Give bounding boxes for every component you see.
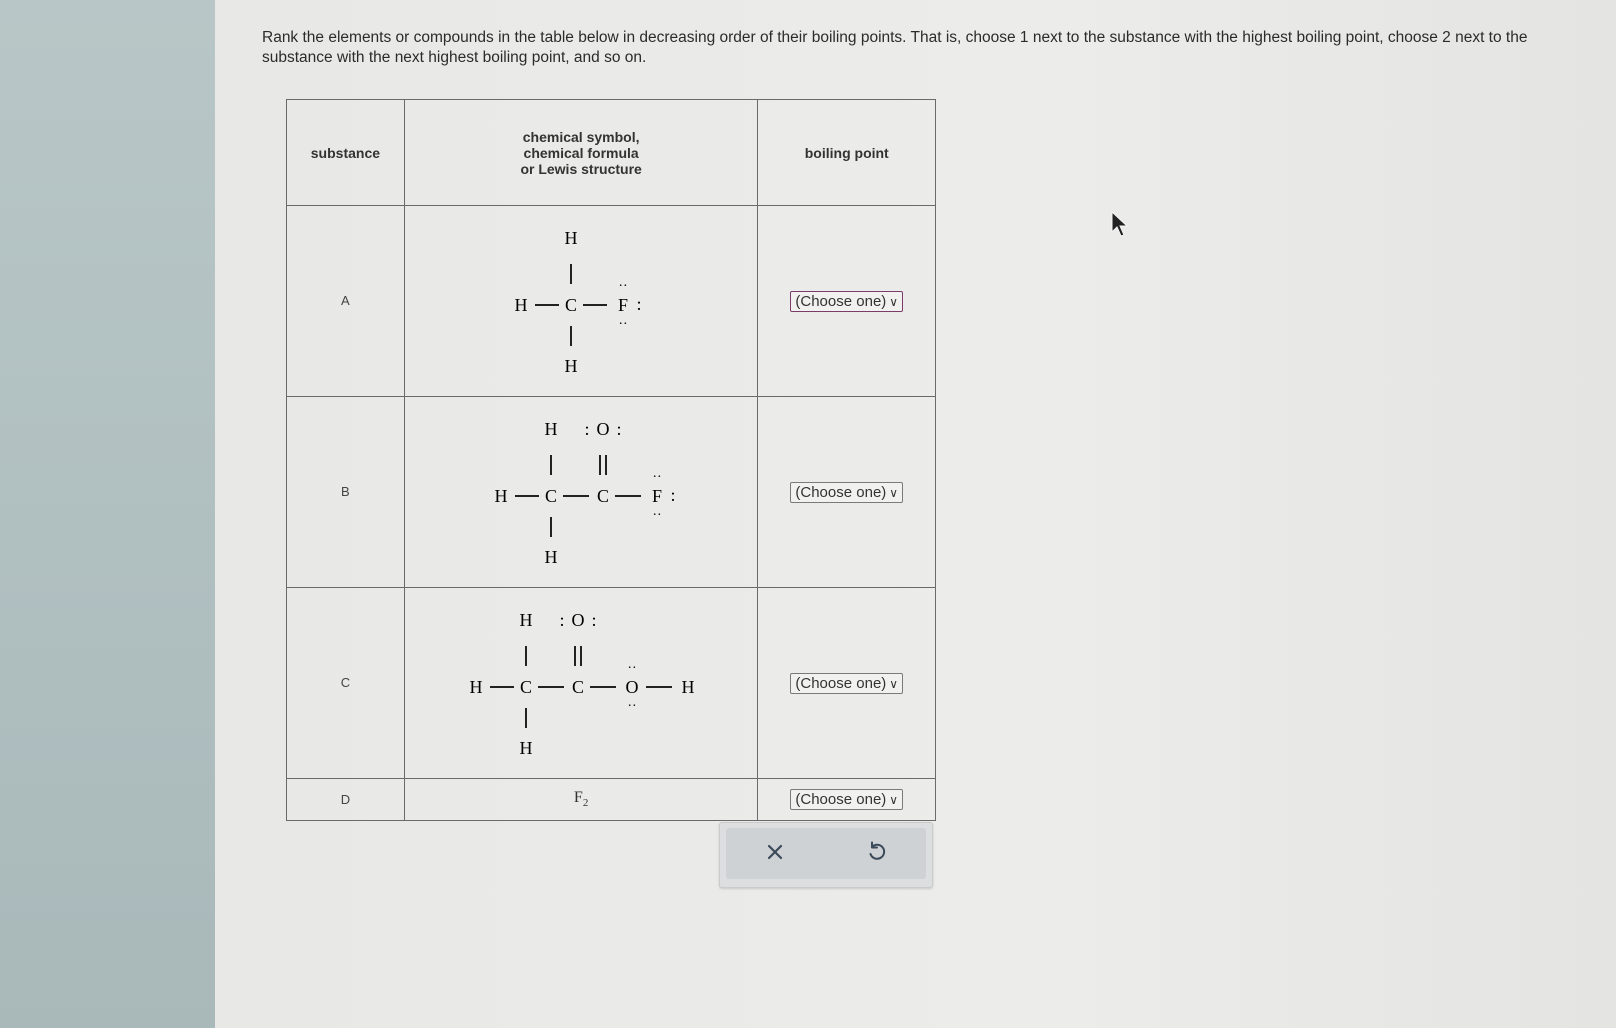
boiling-point-cell-c <box>758 588 936 779</box>
formula-d <box>404 779 758 821</box>
atom-h-bottom: H <box>544 546 558 567</box>
header-substance: substance <box>287 100 405 206</box>
rank-select-d[interactable] <box>790 789 903 810</box>
x-icon <box>766 843 784 861</box>
lone-pair-f-top: ·· <box>618 278 628 294</box>
lone-pair-f-right: : <box>636 293 642 314</box>
answer-action-bar <box>719 822 933 888</box>
atom-o-hydroxyl: O <box>625 676 639 697</box>
question-instructions: Rank the elements or compounds in the table below in decreasing order of their boiling points. That is, choose 1 next to the substance with the highest boiling point, choose 2 next to the substance with the next highest boiling point, and so on. <box>262 29 1528 66</box>
atom-c: C <box>565 294 578 315</box>
atom-f: F <box>618 294 629 315</box>
formula-f2-symbol: F <box>573 789 583 807</box>
atom-c1: C <box>520 676 533 697</box>
lone-pair-o-top: ·· <box>627 660 637 676</box>
atom-o-carbonyl: O <box>571 609 585 630</box>
lone-pair-f-bottom: ·· <box>652 507 662 523</box>
atom-h-left: H <box>514 294 528 315</box>
lewis-structure-c <box>404 588 758 779</box>
rank-select-c-value: (Choose one) <box>795 674 887 692</box>
atom-c2: C <box>572 676 585 697</box>
header-structure-line2: chemical formula <box>523 144 639 161</box>
chevron-down-icon: ∨ <box>889 793 899 807</box>
mouse-pointer-icon <box>1110 210 1132 238</box>
atom-h-left: H <box>469 676 483 697</box>
clear-button[interactable] <box>760 837 790 867</box>
table-row-a <box>287 206 936 397</box>
table-header-row <box>287 100 936 206</box>
left-margin <box>0 0 215 1028</box>
lone-pair-o-right: : <box>616 418 622 439</box>
lone-pair-f-top: ·· <box>652 469 662 485</box>
lewis-diagram-c <box>436 596 726 766</box>
header-boiling-point: boiling point <box>758 100 936 206</box>
lone-pair-o-bottom: ·· <box>627 698 637 714</box>
atom-h-left: H <box>494 485 508 506</box>
table-row-b <box>287 397 936 588</box>
atom-h-top: H <box>564 227 578 248</box>
header-structure <box>404 100 758 206</box>
lone-pair-o-left: : <box>584 418 590 439</box>
atom-o: O <box>596 418 610 439</box>
lewis-structure-a <box>404 206 758 397</box>
formula-f2-subscript: 2 <box>582 797 589 810</box>
chevron-down-icon: ∨ <box>889 294 899 309</box>
lone-pair-o-left: : <box>559 609 565 630</box>
boiling-point-cell-a <box>758 206 936 397</box>
chevron-down-icon: ∨ <box>889 676 899 691</box>
table-row-c <box>287 588 936 779</box>
rank-select-b-value: (Choose one) <box>795 483 887 501</box>
lone-pair-f-right: : <box>670 484 676 505</box>
ranking-table <box>286 99 936 821</box>
undo-button[interactable] <box>862 837 892 867</box>
rank-select-c[interactable] <box>790 673 903 694</box>
atom-h-top: H <box>519 609 533 630</box>
lewis-diagram-b <box>461 405 701 575</box>
formula-f2 <box>573 789 589 810</box>
lone-pair-f-bottom: ·· <box>618 316 628 332</box>
header-structure-line3: or Lewis structure <box>520 160 642 177</box>
substance-label-d: D <box>287 779 405 821</box>
rank-select-a-value: (Choose one) <box>795 292 887 310</box>
substance-label-c: C <box>287 588 405 779</box>
lone-pair-o-right: : <box>591 609 597 630</box>
atom-f: F <box>652 485 663 506</box>
chevron-down-icon: ∨ <box>889 485 899 500</box>
boiling-point-cell-d <box>758 779 936 821</box>
header-structure-line1: chemical symbol, <box>522 128 640 145</box>
atom-c1: C <box>545 485 558 506</box>
boiling-point-cell-b <box>758 397 936 588</box>
atom-c2: C <box>597 485 610 506</box>
atom-h-bottom: H <box>564 355 578 376</box>
table-row-d <box>287 779 936 821</box>
rank-select-a[interactable] <box>790 291 903 312</box>
atom-h-bottom: H <box>519 737 533 758</box>
lewis-structure-b <box>404 397 758 588</box>
rank-select-b[interactable] <box>790 482 903 503</box>
substance-label-a: A <box>287 206 405 397</box>
atom-h-right: H <box>681 676 695 697</box>
lewis-diagram-a <box>481 214 681 384</box>
atom-h-top: H <box>544 418 558 439</box>
rank-select-d-value: (Choose one) <box>795 791 887 808</box>
substance-label-b: B <box>287 397 405 588</box>
action-bar-inner <box>726 828 926 879</box>
undo-icon <box>867 841 887 863</box>
